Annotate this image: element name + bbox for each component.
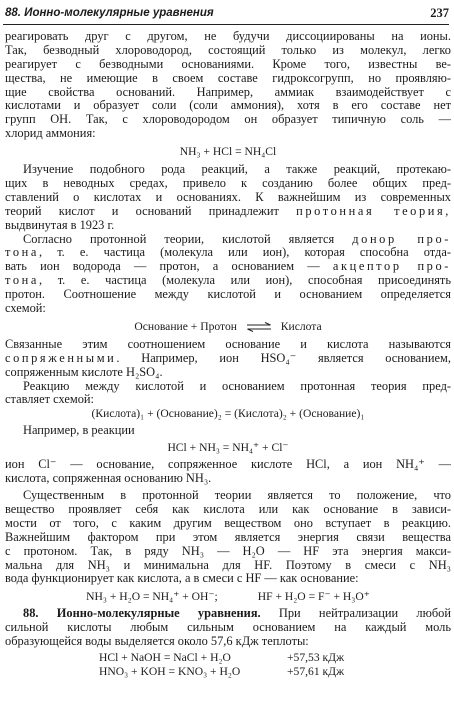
text-line: сильной кислоты любым сильным основанием на каждый моль (5, 621, 451, 635)
text-line (5, 274, 451, 288)
text-line: щества, не имеющие в своем составе гидроксогрупп, но проявляю- (5, 71, 451, 85)
equation-left: NH₃ + H₂O = NH₄⁺ + OH⁻; (86, 590, 218, 604)
text-line: кислотами и образует соли (соли аммония), хотя в его составе нет (5, 99, 451, 113)
section-heading: 88. Ионно-молекулярные уравнения. (23, 607, 261, 621)
section-title: 88. Ионно-молекулярные уравнения (5, 7, 214, 19)
paragraph (5, 338, 451, 380)
section-88 (5, 607, 451, 649)
text-line: протон. Соотношение между кислотой и основанием определяется (5, 288, 451, 302)
text-line: кислота, сопряженная основанию NH₃. (5, 472, 212, 486)
spaced-term: протонная теория, (296, 204, 451, 218)
spaced-term: тона (5, 246, 39, 260)
equation (5, 665, 451, 679)
text-line: образующейся воды выделяется около 57,6 кДж теплоты: (5, 635, 309, 649)
reaction-energy: +57,61 кДж (287, 664, 345, 678)
text-line: реагировать друг с другом, не будучи диссоциированы на ионы. (5, 30, 451, 43)
text-line: Связанные этим соотношением основание и кислота называются (5, 337, 451, 351)
page-number: 237 (430, 6, 449, 20)
equation: NH₃ + HCl = NH₄Cl (179, 145, 277, 159)
running-header (3, 6, 449, 25)
equation (5, 651, 451, 665)
text-span: . Например, ион HSO₄⁻ является основанием, (116, 351, 451, 365)
text-line: ставлений о кислотах и основаниях. К важнейшим из современных (5, 190, 451, 204)
spaced-term: акцептор (332, 260, 402, 274)
text-line: выдвинутая в 1923 г. (5, 218, 115, 232)
paragraph (5, 458, 451, 486)
text-line: групп ОН. Так, с хлороводородом он образует типичную соль — (5, 113, 451, 127)
text-line: сопряженным кислоте H₂SO₄. (5, 365, 163, 379)
equation (5, 590, 451, 604)
text-line: вещество проявляет себя как кислота или как основание в зависи- (5, 502, 451, 516)
text-line: Реакцию между кислотой и основанием протонная теория пред- (23, 379, 451, 393)
reaction: HCl + NaOH = NaCl + H₂O (99, 650, 231, 664)
paragraph (5, 30, 451, 141)
text-line: Важнейшим фактором при этом является энергия связи вещества (5, 530, 451, 544)
spaced-term: донор про- (352, 232, 451, 246)
text-line: хлорид аммония: (5, 127, 96, 141)
equation-left: Основание + Протон (134, 319, 237, 333)
spaced-term: сопряженными (5, 351, 117, 365)
text-span: теорий кислот и оснований принадлежит (5, 204, 297, 218)
text-line: щие свойства оснований. Например, аммиак взаимодействует с (5, 85, 451, 99)
text-line: с протоном. Так, в ряду NH₃ — H₂O — HF эта энергия макси- (5, 544, 451, 558)
body-text (5, 30, 451, 679)
text-line: мальна для NH₃ и минимальна для HF. Поэтому в смеси с NH₃ (5, 558, 451, 572)
text-line: реагирует с безводными основаниями. Кроме того, известны ве- (5, 57, 451, 71)
equation-right: HF + H₂O = F⁻ + H₃O⁺ (257, 590, 370, 604)
text-line: щих в неводных средах, привело к созданию более общих пред- (5, 177, 451, 191)
text-line: Например, в реакции (23, 424, 135, 438)
text-line: Так, безводный хлороводород, состоящий только из молекул, легко (5, 43, 451, 57)
text-line: ион Cl⁻ — основание, сопряженное кислоте HCl, а ион NH₄⁺ — (5, 458, 451, 472)
text-span: , т. е. частица (молекула или ион), которая способна отда- (38, 246, 451, 260)
text-line: мости от того, с каким другим веществом оно вступает в реакцию. (5, 516, 451, 530)
spaced-term: тона (5, 274, 39, 288)
text-line: ставляет схемой: (5, 393, 94, 407)
paragraph (5, 489, 451, 586)
equation: HCl + NH₃ = NH₄⁺ + Cl⁻ (167, 441, 289, 455)
text-line (5, 352, 451, 366)
paragraph (5, 163, 451, 232)
text-line (5, 607, 451, 621)
text-line (5, 233, 451, 247)
text-span: вать ион водорода — протон, а основанием — (5, 260, 333, 274)
paragraph (5, 233, 451, 316)
text-line (5, 246, 451, 260)
text-line: вода функционирует как кислота, а в смеси с HF — как основание: (5, 572, 359, 586)
text-line: Изучение подобного рода реакций, а также реакций, протекаю- (23, 163, 451, 177)
paragraph (5, 380, 451, 408)
text-span: Согласно протонной теории, кислотой является (23, 232, 353, 246)
text-line: Существенным в протонной теории является то положение, что (23, 489, 451, 503)
text-span: , т. е. частица (молекула или ион), способная присоединять (38, 274, 451, 288)
reaction-energy: +57,53 кДж (287, 650, 345, 664)
text-span: При нейтрализации любой (260, 607, 451, 621)
spaced-term: про- (401, 260, 451, 274)
equation: (Кислота)₁ + (Основание)₂ = (Кислота)₂ + (Основание)₁ (91, 407, 365, 421)
equation (5, 320, 451, 334)
equation-right: Кислота (280, 319, 322, 333)
equilibrium-arrows-icon (246, 322, 272, 332)
text-line: схемой: (5, 302, 46, 316)
text-line (5, 260, 451, 274)
reaction: HNO₃ + KOH = KNO₃ + H₂O (99, 664, 241, 678)
text-line (5, 205, 451, 219)
